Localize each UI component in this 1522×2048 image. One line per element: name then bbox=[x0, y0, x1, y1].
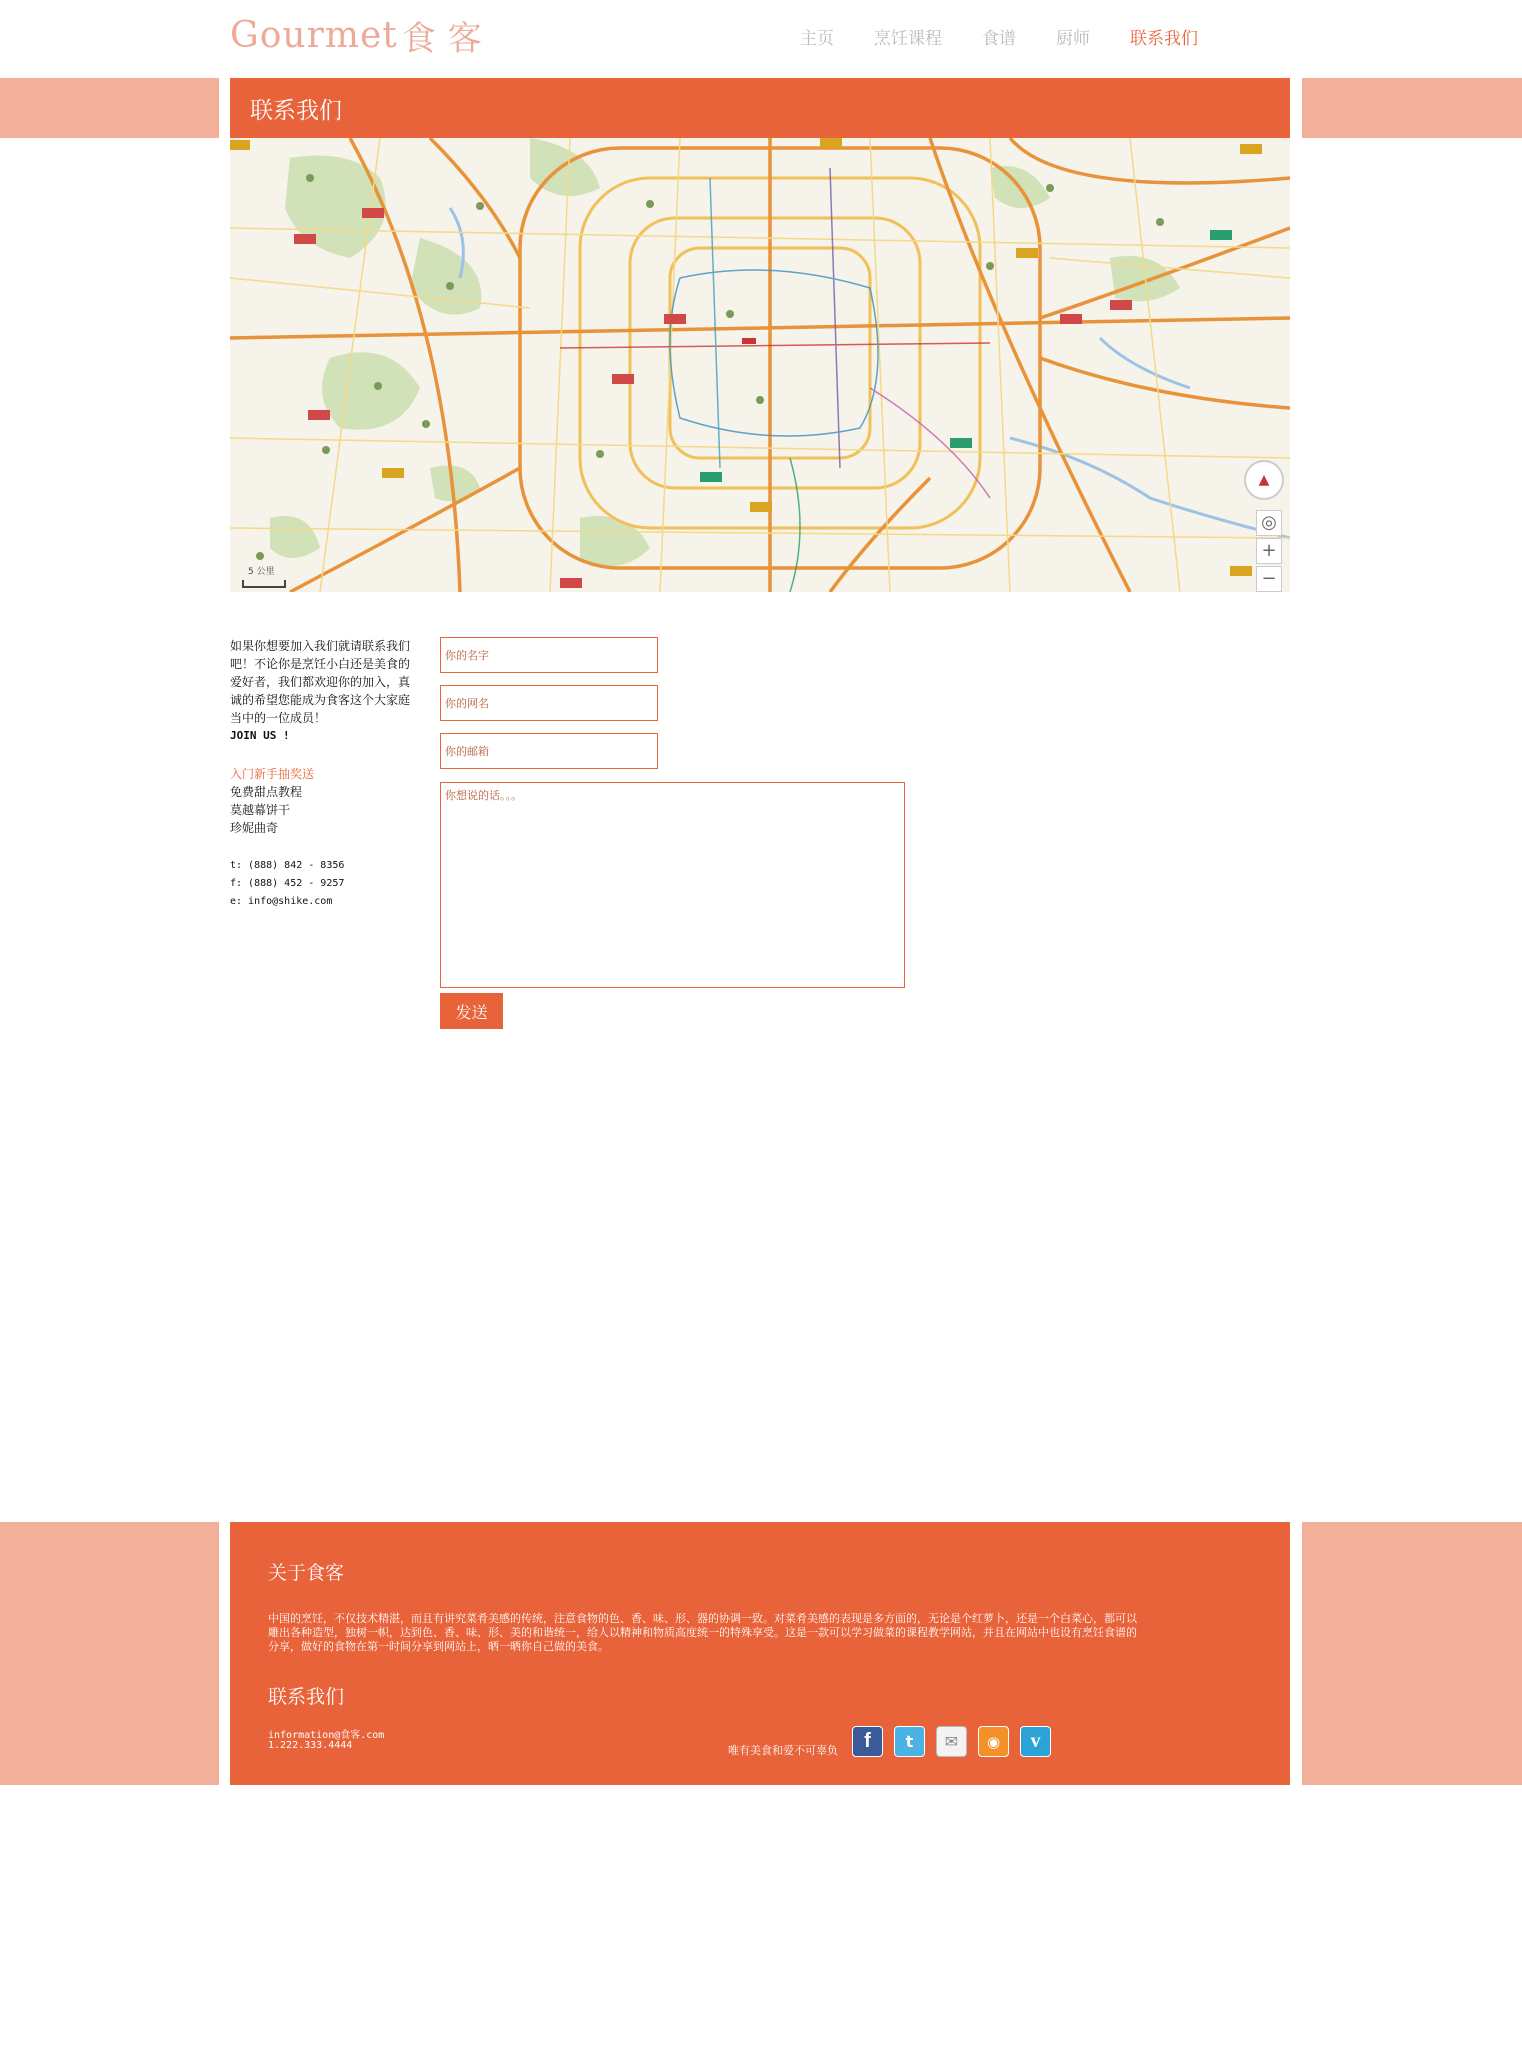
site-logo[interactable] bbox=[230, 10, 494, 60]
promo-item: 免费甜点教程 bbox=[230, 785, 303, 799]
page-title-bar bbox=[230, 78, 1290, 138]
map-scale bbox=[242, 580, 286, 588]
logo-text: Gourmet bbox=[230, 14, 398, 56]
locate-icon[interactable]: ◎ bbox=[1256, 510, 1282, 536]
banner-band-right bbox=[1302, 78, 1522, 138]
compass-icon[interactable]: ▲ bbox=[1244, 460, 1284, 500]
contact-lines bbox=[230, 857, 410, 911]
social-links bbox=[852, 1726, 1051, 1757]
contact-info bbox=[230, 637, 410, 911]
zoom-out-button[interactable]: − bbox=[1256, 566, 1282, 592]
main-nav bbox=[800, 24, 1198, 49]
nav-item-home[interactable]: 主页 bbox=[800, 29, 834, 49]
phone-text: t: (888) 842 - 8356 bbox=[230, 860, 345, 871]
nav-item-contact[interactable]: 联系我们 bbox=[1130, 29, 1198, 49]
rss-icon[interactable]: ◉ bbox=[978, 1726, 1009, 1757]
nav-item-courses[interactable]: 烹饪课程 bbox=[874, 29, 942, 49]
promo-item: 珍妮曲奇 bbox=[230, 821, 279, 835]
site-footer bbox=[230, 1522, 1290, 1785]
footer-about-title: 关于食客 bbox=[268, 1562, 345, 1584]
mail-icon[interactable]: ✉ bbox=[936, 1726, 967, 1757]
nickname-input[interactable] bbox=[440, 685, 658, 721]
page-title: 联系我们 bbox=[250, 98, 342, 124]
nav-item-chefs[interactable]: 厨师 bbox=[1056, 29, 1090, 49]
footer-band-right bbox=[1302, 1522, 1522, 1785]
logo-cn-text: 食客 bbox=[401, 18, 494, 59]
twitter-icon[interactable]: t bbox=[894, 1726, 925, 1757]
footer-phone: 1.222.333.4444 bbox=[268, 1740, 353, 1751]
nav-item-recipes[interactable]: 食谱 bbox=[982, 29, 1016, 49]
fax-text: f: (888) 452 - 9257 bbox=[230, 878, 345, 889]
promo-title: 入门新手抽奖送 bbox=[230, 767, 315, 781]
name-input[interactable] bbox=[440, 637, 658, 673]
location-map[interactable] bbox=[230, 138, 1290, 592]
vimeo-icon[interactable]: v bbox=[1020, 1726, 1051, 1757]
promo-item: 莫越幕饼干 bbox=[230, 803, 291, 817]
email-text[interactable]: e: info@shike.com bbox=[230, 896, 333, 907]
zoom-in-button[interactable]: + bbox=[1256, 538, 1282, 564]
join-us-text: JOIN US ! bbox=[230, 729, 290, 742]
map-canvas bbox=[230, 138, 1290, 592]
footer-about-text: 中国的烹饪，不仅技术精湛，而且有讲究菜肴美感的传统，注意食物的色、香、味、形、器的协调一致。对菜肴美感的表现是多方面的，无论是个红萝卜，还是一个白菜心，都可以雕出各种造型，独树一帜，达到色、香、味、形、美的和谐统一，给人以精神和物质高度统一的特殊享受。这是一款可以学习做菜的课程教学网站，并且在网站中也设有烹饪食谱的分享，做好的食物在第一时间分享到网站上，晒一晒你自己做的美食。 bbox=[268, 1612, 1137, 1653]
footer-email[interactable]: information@食客.com bbox=[268, 1730, 385, 1741]
message-textarea[interactable] bbox=[440, 782, 905, 988]
footer-contact-title: 联系我们 bbox=[268, 1686, 345, 1708]
footer-slogan: 唯有美食和爱不可辜负 bbox=[728, 1744, 838, 1757]
send-button[interactable]: 发送 bbox=[440, 993, 503, 1029]
intro-text: 如果你想要加入我们就请联系我们吧！不论你是烹饪小白还是美食的爱好者，我们都欢迎你的加入，真诚的希望您能成为食客这个大家庭当中的一位成员！ bbox=[230, 639, 411, 725]
banner-band-left bbox=[0, 78, 219, 138]
footer-band-left bbox=[0, 1522, 219, 1785]
facebook-icon[interactable]: f bbox=[852, 1726, 883, 1757]
email-input[interactable] bbox=[440, 733, 658, 769]
